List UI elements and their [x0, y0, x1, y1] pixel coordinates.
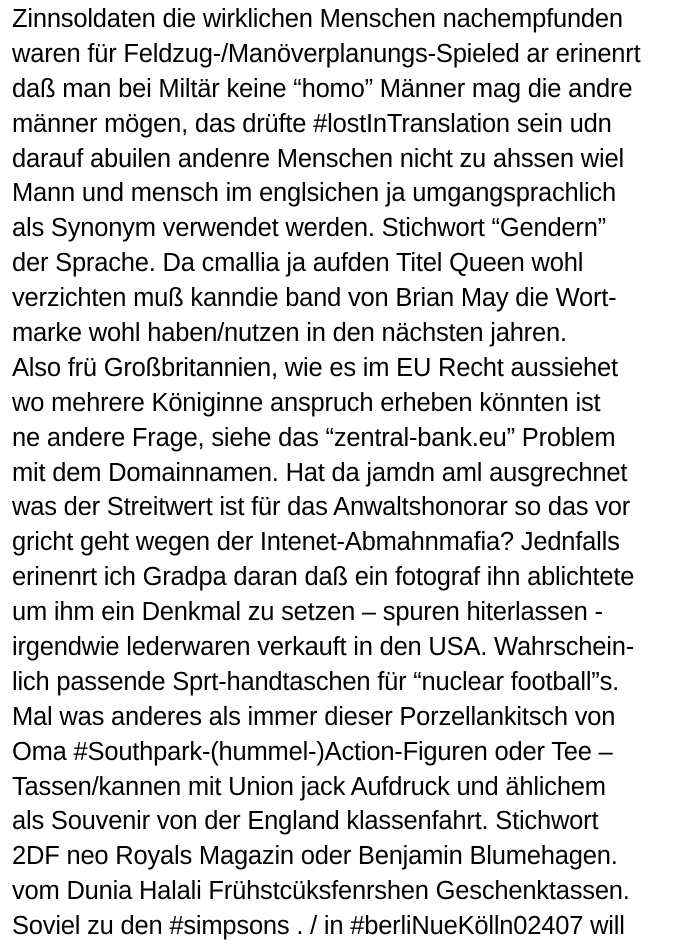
text-line-7: als Synonym verwendet werden. Stichwort “Gendern”: [12, 214, 606, 243]
text-line-23: Tassen/kannen mit Union jack Aufdruck und ählichem: [12, 772, 606, 801]
text-line-4: männer mögen, das drüfte #lostInTranslation sein udn: [12, 109, 612, 138]
text-line-24: als Souvenir von der England klassenfahrt. Stichwort: [12, 807, 599, 836]
text-line-5: darauf abuilen andenre Menschen nicht zu ahssen wiel: [12, 144, 624, 173]
text-line-1: Zinnsoldaten die wirklichen Menschen nachempfunden: [12, 5, 623, 33]
text-line-25: 2DF neo Royals Magazin oder Benjamin Blumehagen.: [12, 842, 618, 871]
text-line-3: daß man bei Miltär keine “homo” Männer mag die andre: [12, 74, 633, 103]
text-line-8: der Sprache. Da cmallia ja aufden Titel Queen wohl: [12, 249, 584, 278]
text-line-16: gricht geht wegen der Intenet-Abmahnmafia? Jednfalls: [12, 528, 620, 557]
text-line-17: erinenrt ich Gradpa daran daß ein fotograf ihn ablichtete: [12, 563, 635, 592]
text-line-11: Also frü Großbritannien, wie es im EU Recht aussiehet: [12, 353, 618, 382]
document-body: [12, 2, 682, 944]
text-line-22: Oma #Southpark-(hummel-)Action-Figuren oder Tee –: [12, 737, 613, 766]
text-line-27: Soviel zu den #simpsons . / in #berliNueKölln02407 will: [12, 912, 625, 941]
text-line-9: verzichten muß kanndie band von Brian May die Wort-: [12, 284, 617, 313]
text-line-26: vom Dunia Halali Frühstcüksfenrshen Geschenktassen.: [12, 877, 630, 906]
text-line-19: irgendwie lederwaren verkauft in den USA. Wahrschein-: [12, 633, 635, 662]
text-line-20: lich passende Sprt-handtaschen für “nuclear football”s.: [12, 667, 620, 696]
text-line-18: um ihm ein Denkmal zu setzen – spuren hiterlassen -: [12, 598, 603, 627]
text-line-21: Mal was anderes als immer dieser Porzellankitsch von: [12, 702, 616, 731]
text-line-6: Mann und mensch im englsichen ja umgangsprachlich: [12, 179, 616, 208]
text-line-12: wo mehrere Königinne anspruch erheben könnten ist: [12, 388, 601, 417]
text-line-15: was der Streitwert ist für das Anwaltshonorar so das vor: [12, 493, 631, 522]
text-line-10: marke wohl haben/nutzen in den nächsten jahren.: [12, 319, 567, 348]
text-line-14: mit dem Domainnamen. Hat da jamdn aml ausgrechnet: [12, 458, 628, 487]
text-line-13: ne andere Frage, siehe das “zentral-bank.eu” Problem: [12, 423, 616, 452]
text-line-2: waren für Feldzug-/Manöverplanungs-Spieled ar erinenrt: [12, 39, 641, 68]
